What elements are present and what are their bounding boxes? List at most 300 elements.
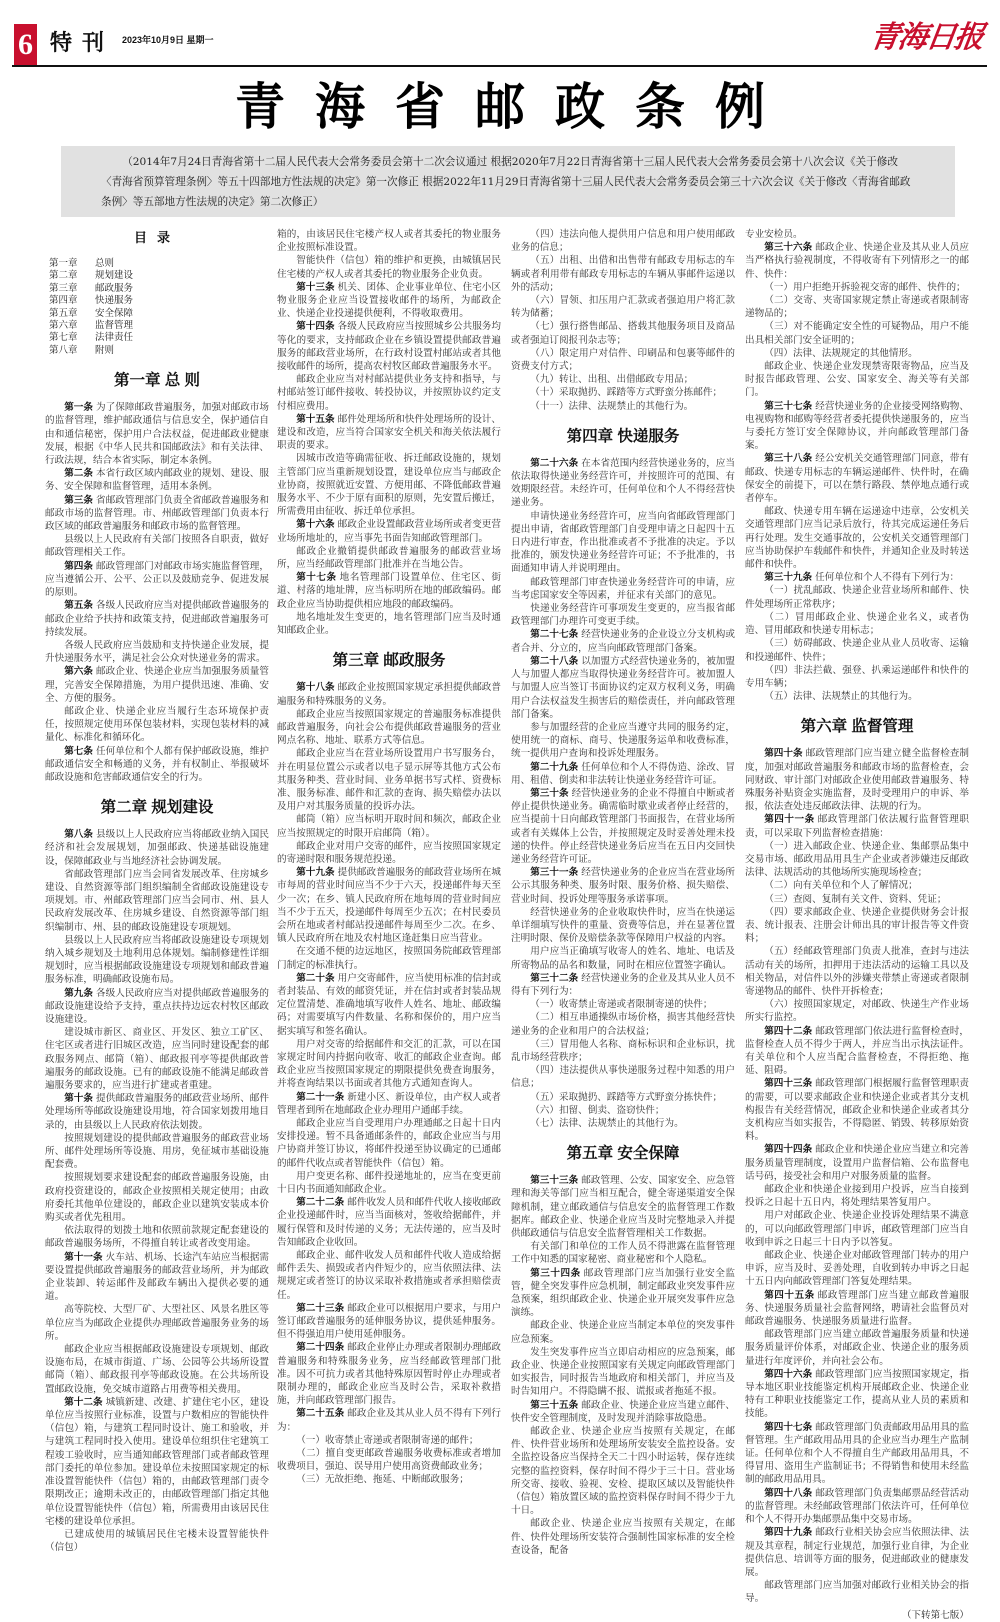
- paragraph: [511, 1038, 735, 1064]
- article-text: 提供邮政普遍服务的邮政营业场所在城市每周的营业时间应当不少于六天，投递邮件每天至少一次；在乡、镇人民政府所在地每周的营业时间应当不少于五天，投递邮件每周至少五次；在村民委员会所在地或者村邮站投递邮件每周至少二次。在乡、镇人民政府所在地及农村地区逢赶集日应当营业。: [277, 867, 502, 945]
- article-text: 邮政企业、快递企业对邮政管理部门转办的用户申诉，应当及时、妥善处理，自收到转办申诉之日起十五日内向邮政管理部门答复处理结果。: [745, 1250, 969, 1288]
- paragraph: [511, 1425, 735, 1517]
- article-number: 第九条: [64, 987, 94, 999]
- article-text: （二）擅自变更邮政普遍服务收费标准或者增加收费项目，强迫、误导用户使用高资费邮政业务；: [277, 1448, 501, 1473]
- chapter-heading: 第三章 邮政服务: [332, 652, 446, 670]
- paragraph: [745, 945, 969, 998]
- article-text: 经营快递业务的企业设立分支机构或者合并、分立的，应当向邮政管理部门备案。: [511, 629, 736, 654]
- article-text: 经营快递业务的企业及其从业人员不得有下列行为：: [511, 972, 736, 997]
- paragraph: [511, 1240, 735, 1266]
- article-text: 县级以上人民政府有关部门按照各自职责，做好邮政管理相关工作。: [45, 534, 269, 559]
- article-text: 邮政管理部门对邮政市场实施监督管理，应当遵循公开、公平、公正以及鼓励竞争、促进发展的原则。: [45, 560, 270, 599]
- paragraph: [511, 1517, 735, 1557]
- paragraph: [745, 281, 969, 294]
- toc-chapter-name: 法律责任: [95, 332, 134, 344]
- article-number: 第四条: [64, 560, 94, 572]
- article-text: 各级人民政府应当鼓励和支持快递企业发展，提升快递服务水平，满足社会公众对快递业务的需求。: [45, 639, 269, 665]
- article-text: （十）采取抛扔、踩踏等方式野蛮分拣邮件；: [530, 387, 723, 399]
- article-number: 第四十二条: [764, 1025, 813, 1037]
- article-number: 第二十二条: [296, 1197, 345, 1209]
- article-text: 依法取得的划拨土地和依照前款规定配套建设的邮政普遍服务场所，不得擅自转让或者改变用途。: [45, 1225, 269, 1250]
- article-text: （一）用户拒绝开拆验视交寄的邮件、快件的；: [764, 281, 966, 293]
- article-number: 第三十一条: [530, 867, 579, 879]
- article-text: 本省行政区域内邮政业的规划、建设、服务、安全保障和监督管理，适用本条例。: [45, 468, 270, 493]
- article: [277, 518, 501, 544]
- article-text: （十一）法律、法规禁止的其他行为。: [530, 400, 694, 412]
- article-text: 邮政企业按照国家规定承担提供邮政普遍服务和特殊服务的义务。: [277, 682, 502, 707]
- table-of-contents: [45, 230, 269, 357]
- article-text: 因城市改造等确需征收、拆迁邮政设施的，规划主管部门应当重新规划设置，建设单位应当与邮政企业协商，按照就近安置、方便用邮、不降低邮政普遍服务水平、不少于原有面积的原则，先安置后搬迁，所需费用由征收、拆迁单位承担。: [277, 453, 501, 518]
- article: [45, 1251, 269, 1304]
- article-text: 邮件处理场所和快件处理场所的设计、建设和改造，应当符合国家安全机关和海关依法履行职责的要求。: [277, 413, 502, 452]
- toc-item: [45, 258, 269, 270]
- article: [745, 452, 969, 505]
- article-text: 任何单位和个人不得伪造、涂改、冒用、租借、倒卖和非法转让快递业务经营许可证。: [511, 761, 736, 786]
- article: [277, 1302, 501, 1342]
- article-text: 邮政、快递专用车辆在运递途中违章，公安机关交通管理部门应当记录后放行，待其完成运递任务后再行处理。发生交通事故的，公安机关交通管理部门应当协助保护车载邮件和快件，并通知企业及时转送邮件和快件。: [745, 506, 969, 571]
- toc-item: [45, 308, 269, 320]
- paragraph: [511, 386, 735, 399]
- article-text: （七）法律、法规禁止的其他行为。: [530, 1118, 684, 1129]
- toc-list: [45, 258, 269, 357]
- article: [745, 1421, 969, 1487]
- toc-item: [45, 332, 269, 344]
- article-number: 第三十八条: [764, 453, 813, 465]
- paragraph: [511, 1104, 735, 1117]
- article-number: 第二十八条: [530, 655, 579, 667]
- article-text: 各级人民政府应当按照城乡公共服务均等化的要求，支持邮政企业在乡镇设置提供邮政普遍服务的邮政营业场所，在行政村设置村邮站或者其他接收邮件的场所，提高农村牧区邮政普遍服务水平。: [277, 321, 502, 373]
- article: [511, 655, 735, 721]
- article-text: 邮政管理部门应当按照国家规定，指导本地区职业技能鉴定机构开展邮政企业、快递企业特有工种职业技能鉴定工作，提高从业人员的素质和技能。: [745, 1368, 970, 1420]
- article: [745, 1368, 969, 1421]
- article-text: 为了保障邮政普遍服务，加强对邮政市场的监督管理，维护邮政通信与信息安全，保护通信自由和通信秘密，保护用户合法权益，促进邮政业健康发展，根据《中华人民共和国邮政法》和有关法律、行政法规，结合本省实际，制定本条例。: [45, 402, 270, 467]
- paragraph: [511, 1346, 735, 1399]
- toc-item: [45, 283, 269, 295]
- article-text: 邮政管理部门应当加强行业安全监管，健全突发事件应急机制，制定邮政业突发事件应急预案，组织邮政企业、快递企业开展突发事件应急演练。: [511, 1267, 736, 1319]
- article-text: 在交通不便的边远地区，按照国务院邮政管理部门制定的标准执行。: [277, 946, 501, 971]
- paragraph: [511, 400, 735, 413]
- paragraph: [745, 360, 969, 400]
- article-text: 箱的，由该居民住宅楼产权人或者其委托的物业服务企业按照标准设置。: [277, 229, 501, 254]
- paragraph: [511, 945, 735, 971]
- article-number: 第八条: [64, 829, 94, 841]
- article: [511, 628, 735, 654]
- article-text: 邮政企业应当对村邮站提供业务支持和指导，与村邮站签订邮件接收、转投协议，并按照协议约定支付相应费用。: [277, 374, 501, 412]
- paragraph: [511, 1091, 735, 1104]
- toc-chapter-number: 第四章: [49, 295, 78, 307]
- article: [277, 320, 501, 373]
- article-text: 邮政管理部门审查快递业务经营许可的申请，应当考虑国家安全等因素，并征求有关部门的意见。: [511, 576, 735, 601]
- article-number: 第四十九条: [764, 1527, 813, 1539]
- article-text: 经营快递业务的企业应当在营业场所公示其服务种类、服务时限、服务价格、损失赔偿、营业时间、投诉处理等服务承诺事项。: [511, 867, 736, 905]
- article-text: 邮政企业对用户交寄的邮件，应当按照国家规定的寄递时限和服务规范投递。: [277, 840, 501, 865]
- masthead: [0, 0, 1000, 68]
- article-text: 邮筒（箱）应当标明开取时间和频次，邮政企业应当按照规定的时限开启邮筒（箱）。: [277, 814, 501, 839]
- paragraph: [745, 320, 969, 346]
- article-text: （七）强行搭售邮品、搭载其他服务项目及商品或者强迫订阅报刊杂志等；: [511, 321, 735, 346]
- toc-chapter-number: 第六章: [49, 320, 78, 332]
- article-number: 第二十一条: [296, 1091, 345, 1103]
- toc-item: [45, 345, 269, 357]
- article-text: （五）经邮政管理部门负责人批准，查封与违法活动有关的场所，扣押用于违法活动的运输工具以及相关物品，对信件以外的涉嫌夹带禁止寄递或者限制寄递物品的邮件、快件开拆检查；: [745, 946, 969, 997]
- article: [277, 281, 501, 321]
- article-text: （一）收寄禁止寄递或者限制寄递的快件；: [530, 999, 713, 1011]
- paragraph: [45, 934, 269, 987]
- article: [277, 571, 501, 611]
- paragraph: [745, 584, 969, 610]
- article-text: 邮政企业、快递企业应当加强服务质量管理，完善安全保障措施，为用户提供迅速、准确、安全、方便的服务。: [45, 666, 270, 704]
- header-rule: [12, 65, 987, 67]
- article-number: 第一条: [64, 402, 94, 414]
- toc-chapter-number: 第八章: [49, 344, 78, 356]
- article-number: 第三十九条: [764, 572, 813, 584]
- article: [45, 987, 269, 1027]
- paragraph: [277, 747, 501, 813]
- article-text: 任何单位和个人不得有下列行为：: [815, 572, 960, 584]
- paragraph: [45, 639, 269, 665]
- paragraph: [45, 1343, 269, 1396]
- article-text: 用户变更名称、邮件投递地址的，应当在变更前十日内书面通知邮政企业。: [277, 1170, 501, 1196]
- article: [45, 599, 269, 639]
- paragraph: [277, 1473, 501, 1486]
- article-number: 第十四条: [296, 321, 335, 333]
- article-text: 邮政管理部门应当建立邮政普遍服务质量和快递服务质量评价体系，对邮政企业、快递企业的服务质量进行年度评价，并向社会公布。: [745, 1329, 969, 1367]
- article-text: 邮政管理部门负责集邮票品经营活动的监督管理。未经邮政管理部门依法许可，任何单位和个人不得开办集邮票品集中交易市场。: [745, 1487, 970, 1526]
- toc-chapter-number: 第二章: [49, 270, 78, 282]
- paragraph: [45, 1303, 269, 1343]
- article-text: （三）查阅、复制有关文件、资料、凭证；: [764, 893, 947, 905]
- article-text: （五）出租、出借和出售带有邮政专用标志的车辆或者利用带有邮政专用标志的车辆从事邮件运递以外的活动；: [511, 255, 735, 293]
- article-text: 邮政企业、快递企业及其从业人员应当严格执行验视制度，不得收寄有下列情形之一的邮件、快件：: [745, 242, 970, 280]
- toc-chapter-name: 监督管理: [95, 320, 134, 332]
- article-text: 邮政企业应当自受理用户办理通邮之日起十日内安排投递。暂不具备通邮条件的，邮政企业应当与用户协商并签订协议，将邮件投递至协议确定的已通邮的邮件代收点或者智能快件（信包）箱。: [277, 1118, 501, 1169]
- article-number: 第四十三条: [764, 1078, 813, 1090]
- article-text: （四）违法提供从事快递服务过程中知悉的用户信息；: [511, 1065, 735, 1090]
- article: [511, 457, 735, 510]
- toc-chapter-number: 第三章: [49, 282, 78, 294]
- article: [277, 1341, 501, 1407]
- paragraph: [45, 533, 269, 559]
- paragraph: [511, 1011, 735, 1037]
- toc-item: [45, 295, 269, 307]
- paragraph: [45, 1224, 269, 1250]
- article-text: 邮政管理部门应当加强对邮政行业相关协会的指导。: [745, 1580, 969, 1605]
- article-text: （五）采取抛扔、踩踏等方式野蛮分拣快件；: [530, 1091, 723, 1103]
- paragraph: [277, 1447, 501, 1473]
- article-text: 邮政企业、快递企业应当履行生态环境保护责任，按照规定使用环保包装材料，实现包装材料的减量化、标准化和循环化。: [45, 705, 269, 744]
- section-name: 特刊: [50, 30, 115, 55]
- paragraph: [277, 1434, 501, 1447]
- article-number: 第二十五条: [296, 1408, 345, 1420]
- article-number: 第三十条: [530, 787, 569, 799]
- paragraph: [745, 347, 969, 360]
- issue-date: 2023年10月9日 星期一: [122, 35, 214, 45]
- article-text: 邮政企业、快递企业发现禁寄限寄物品，应当及时报告邮政管理、公安、国家安全、海关等有关部门。: [745, 361, 969, 399]
- article-text: 邮政企业和快递企业接到用户投诉，应当自接到投诉之日起十五日内，将处理结果答复用户。: [745, 1184, 969, 1209]
- article: [277, 972, 501, 1038]
- article-text: 邮政企业应当按照国家规定的普遍服务标准提供邮政普遍服务，向社会公布提供邮政普遍服务的营业网点名称、地址、联系方式等信息。: [277, 708, 501, 747]
- paragraph: [277, 1038, 501, 1091]
- article-text: 发生突发事件应当立即启动相应的应急预案，邮政企业、快递企业按照国家有关规定向邮政管理部门如实报告，同时报告当地政府和相关部门，并应当及时告知用户。不得隐瞒不报、谎报或者拖延不报。: [511, 1346, 735, 1398]
- article-text: （四）非法拦截、强登、扒乘运递邮件和快件的专用车辆；: [745, 664, 969, 689]
- article: [511, 972, 735, 998]
- article-number: 第十六条: [296, 519, 335, 531]
- article-text: 省邮政管理部门负责全省邮政普遍服务和邮政市场的监督管理。市、州邮政管理部门负责本行政区域的邮政普遍服务和邮政市场的监督管理。: [45, 494, 270, 533]
- article-text: 地名管理部门设置单位、住宅区、街道、村落的地址牌，应当标明所在地的邮政编码。邮政企业应当协助提供相应地段的邮政编码。: [277, 572, 502, 610]
- article-number: 第二十三条: [296, 1302, 345, 1314]
- toc-chapter-number: 第五章: [49, 307, 78, 319]
- paragraph: [277, 452, 501, 518]
- article: [745, 400, 969, 453]
- article-text: 快递业务经营许可事项发生变更的，应当报省邮政管理部门办理许可变更手续。: [511, 603, 735, 628]
- article: [45, 665, 269, 705]
- article-number: 第六条: [64, 666, 94, 678]
- article: [45, 1092, 269, 1132]
- paragraph: [45, 1026, 269, 1092]
- article-number: 第五条: [64, 600, 94, 612]
- article: [45, 401, 269, 467]
- article-text: 县级以上人民政府应当将邮政设施建设专项规划纳入城乡规划及土地利用总体规划。编制修建性详细规划时，应当根据邮政设施建设专项规划和邮政普遍服务标准，明确邮政设施布局。: [45, 934, 269, 986]
- article-number: 第四十七条: [764, 1421, 813, 1433]
- article: [745, 1289, 969, 1329]
- article-text: 邮政企业和快递企业应当建立和完善服务质量管理制度，设置用户监督信箱、公布监督电话号码，接受社会和用户对服务质量的监督。: [745, 1144, 970, 1182]
- article: [277, 1091, 501, 1117]
- paragraph: [745, 505, 969, 571]
- article: [745, 1487, 969, 1527]
- paragraph: [511, 294, 735, 320]
- article-text: 专业安检员。: [745, 229, 803, 240]
- article: [45, 494, 269, 534]
- article-text: （六）按照国家规定，对邮政、快递生产作业场所实行监控。: [745, 999, 969, 1024]
- paragraph: [511, 906, 735, 946]
- paragraph: [511, 1319, 735, 1345]
- paragraph: [511, 721, 735, 761]
- paragraph: [277, 611, 501, 637]
- article-text: 省邮政管理部门应当会同省发展改革、住房城乡建设、自然资源等部门组织编制全省邮政设施建设专项规划。市、州邮政管理部门应当会同市、州、县人民政府发展改革、住房城乡建设、自然资源等部门组织编制市、州、县的邮政设施建设专项规划。: [45, 868, 269, 933]
- article-number: 第二十条: [296, 972, 335, 984]
- article: [745, 747, 969, 813]
- article: [45, 745, 269, 785]
- article-text: 建设城市新区、商业区、开发区、独立工矿区、住宅区或者进行旧城区改造，应当同时建设配套的邮政服务网点、邮筒（箱）、邮政报刊亭等提供邮政普遍服务的邮政设施。已有的邮政设施不能满足邮政普遍服务要求的，应当进行扩建或者重建。: [45, 1027, 269, 1091]
- paragraph: [745, 998, 969, 1024]
- paragraph: [277, 840, 501, 866]
- article-text: 邮政管理部门应当建立健全监督检查制度，加强对邮政普遍服务和邮政市场的监督检查，会同财政、审计部门对邮政企业使用邮政普遍服务、特殊服务补贴资金实施监督，及时受理用户的申诉、举报，依法查处违反邮政法律、法规的行为。: [745, 748, 970, 813]
- article-text: 邮政管理部门负责邮政用品用具的监督管理。生产邮政用品用具的企业应当办理生产监制证。任何单位和个人不得擅自生产邮政用品用具，不得冒用、盗用生产监制证书；不得销售和使用未经监制的邮政用品用具。: [745, 1421, 970, 1486]
- article-text: 有关部门和单位的工作人员不得泄露在监督管理工作中知悉的国家秘密、商业秘密和个人隐私。: [511, 1241, 735, 1266]
- page-number: 6: [14, 24, 37, 66]
- article-text: 火车站、机场、长途汽车站应当根据需要设置提供邮政普遍服务的邮政营业场所，并为邮政企业装卸、转运邮件及邮政车辆出入提供必要的通道。: [45, 1251, 270, 1303]
- paragraph: [511, 602, 735, 628]
- paragraph: [277, 373, 501, 413]
- paragraph: [45, 868, 269, 934]
- article-number: 第三十七条: [764, 400, 813, 412]
- article: [277, 413, 501, 453]
- article-text: 邮政企业、邮件收发人员和邮件代收人造成给据邮件丢失、损毁或者内件短少的，应当依照法律、法规规定或者签订的协议采取补救措施或者承担赔偿责任。: [277, 1250, 501, 1301]
- article: [277, 681, 501, 707]
- paragraph: [45, 1171, 269, 1224]
- article-text: 新建小区、新设单位，由产权人或者管理者到所在地邮政企业办理用户通邮手续。: [277, 1091, 502, 1116]
- article: [745, 1143, 969, 1183]
- article-number: 第二十四条: [296, 1342, 345, 1354]
- chapter-heading: 第一章 总 则: [113, 372, 201, 390]
- article: [277, 1196, 501, 1249]
- article-text: 任何单位和个人都有保护邮政设施，维护邮政通信安全和畅通的义务，并有权制止、举报破坏邮政设施和危害邮政通信安全的行为。: [45, 745, 270, 783]
- paragraph: [511, 254, 735, 294]
- chapter-heading: 第五章 安全保障: [566, 1145, 680, 1163]
- article-text: （八）限定用户对信件、印刷品和包裹等邮件的资费支付方式；: [511, 347, 735, 373]
- article-text: 邮政企业、快递企业应当建立邮件、快件安全管理制度，及时发现并消除事故隐患。: [511, 1399, 736, 1424]
- article-text: 邮政企业可以根据用户要求，与用户签订邮政普遍服务的延伸服务协议，提供延伸服务。但不得强迫用户使用延伸服务。: [277, 1302, 502, 1341]
- paragraph: [745, 228, 969, 241]
- article-number: 第三十五条: [530, 1399, 579, 1411]
- paragraph: [511, 1064, 735, 1090]
- article: [45, 828, 269, 868]
- column-1: [45, 228, 269, 1554]
- article-text: （二）交寄、夹寄国家规定禁止寄递或者限制寄递物品的；: [745, 295, 969, 320]
- article-text: 邮政企业应当根据邮政设施建设专项规划、邮政设施布局，在城市街道、广场、公园等公共场所设置邮筒（箱）、邮政报刊亭等邮政设施。在公共场所设置邮政设施，免交城市道路占用费等相关费用。: [45, 1344, 269, 1395]
- column-3: [511, 228, 735, 1557]
- article-text: 邮件收发人员和邮件代收人接收邮政企业投递邮件时，应当当面核对，签收给据邮件，并履行保管和及时传递的义务；无法传递的，应当及时告知邮政企业收回。: [277, 1197, 502, 1248]
- article-text: （四）要求邮政企业、快递企业提供财务会计报表、统计报表、注册会计师出具的审计报告等文件资料；: [745, 906, 969, 945]
- article-number: 第三十二条: [530, 972, 579, 984]
- paragraph: [745, 906, 969, 946]
- article: [511, 1174, 735, 1240]
- article-text: （二）冒用邮政企业、快递企业名义，或者伪造、冒用邮政和快递专用标志；: [745, 611, 969, 637]
- article-text: 邮政管理部门依法履行监督管理职责，可以采取下列监督检查措施：: [745, 814, 970, 839]
- paragraph: [277, 1249, 501, 1302]
- article: [745, 241, 969, 281]
- paragraph: [745, 637, 969, 663]
- paragraph: [745, 294, 969, 320]
- paragraph: [745, 690, 969, 703]
- toc-chapter-name: 邮政服务: [95, 282, 134, 294]
- article-text: 邮政管理、公安、国家安全、应急管理和海关等部门应当相互配合，健全寄递渠道安全保障机制，建立邮政通信与信息安全的监督管理工作数据库。邮政企业、快递企业应当及时完整地录入并提供邮政通信与信息安全监督管理相关工作数据。: [511, 1175, 736, 1240]
- article-text: （六）冒领、扣压用户汇款或者强迫用户将汇款转为储蓄；: [511, 295, 735, 320]
- article: [277, 1407, 501, 1433]
- article-text: （三）妨碍邮政、快递企业从业人员收寄、运输和投递邮件、快件；: [745, 638, 969, 663]
- article-text: 邮政企业、快递企业应当按照有关规定，在邮件、快件营业场所和处理场所安装安全监控设备。安全监控设备应当保持全天二十四小时运转，保存连续完整的监控资料，保存时间不得少于三十日。营业场所交寄、接收、验视、安检、提取区域以及智能快件（信包）箱放置区域的监控资料保存时间不得少于九十日。: [511, 1426, 735, 1517]
- article-text: （二）向有关单位和个人了解情况；: [764, 880, 918, 892]
- article-text: （四）法律、法规规定的其他情形。: [764, 347, 918, 359]
- continued-note: （下转第七版）: [901, 1609, 969, 1621]
- paragraph: [511, 998, 735, 1011]
- preamble-box: （2014年7月24日青海省第十二届人民代表大会常务委员会第十二次会议通过 根据2020年7月22日青海省第十三届人民代表大会常务委员会第十八次会议《关于修改〈青海省预算管理条例〉等五十四部地方性法规的决定》第一次修正 根据2022年11月29日青海省第十三届人民代表大会常务委员会第三十六次会议《关于修改〈青海省邮政条例〉等五部地方性法规的决定》第二次修正）: [61, 146, 955, 217]
- article-text: 经营快递业务的企业接受网络购物、电视购物和邮购等经营者委托提供快递服务的，应当与委托方签订安全保障协议，并向邮政管理部门备案。: [745, 400, 970, 452]
- article-text: 邮政企业、快递企业应当制定本单位的突发事件应急预案。: [511, 1320, 735, 1345]
- article-text: 用户交寄邮件，应当使用标准的信封或者封装品、有效的邮资凭证，并在信封或者封装品规定位置清楚、准确地填写收件人姓名、地址、邮政编码；对需要填写内件数量、名称和保价的，用户应当据实填写和签名确认。: [277, 972, 502, 1037]
- article-number: 第三十六条: [764, 242, 813, 254]
- article-text: （三）对不能确定安全性的可疑物品，用户不能出具相关部门安全证明的；: [745, 321, 969, 346]
- article-text: 经公安机关交通管理部门同意，带有邮政、快递专用标志的车辆运递邮件、快件时，在确保安全的前提下，可以在禁行路段、禁停地点通行或者停车。: [745, 453, 970, 505]
- paragraph: [277, 1170, 501, 1196]
- article-text: 经营快递业务的企业收取快件时，应当在快递运单详细填写快件的重量、资费等信息，并在显著位置注明时限、保价及赔偿条款等保障用户权益的内容。: [511, 906, 735, 945]
- article-text: 以加盟方式经营快递业务的，被加盟人与加盟人都应当取得快递业务经营许可。被加盟人与加盟人应当签订书面协议约定双方权利义务，明确用户合法权益发生损害后的赔偿责任，并向邮政管理部门备案。: [511, 655, 736, 720]
- article-text: 地名地址发生变更的，地名管理部门应当及时通知邮政企业。: [277, 611, 501, 637]
- paragraph: [745, 879, 969, 892]
- article-text: 申请快递业务经营许可，应当向省邮政管理部门提出申请，省邮政管理部门自受理申请之日起四十五日内进行审查，作出批准或者不予批准的决定。予以批准的，颁发快递业务经营许可证；不予批准的，书面通知申请人并说明理由。: [511, 510, 735, 575]
- article-text: 按照规划建设的提供邮政普遍服务的邮政营业场所、邮件处理场所等设施、用房，免征城市基础设施配套费。: [45, 1132, 269, 1171]
- paragraph: [277, 254, 501, 280]
- paragraph: [511, 320, 735, 346]
- toc-item: [45, 320, 269, 332]
- article-text: 已建成使用的城镇居民住宅楼未设置智能快件（信包）: [45, 1528, 269, 1554]
- article-text: 邮政企业应当在营业场所设置用户书写服务台，并在明显位置公示或者以电子显示屏等其他方式公布其服务种类、营业时间、业务单据书写式样、资费标准、服务标准、邮件和汇款的查询、损失赔偿办法以及用户对其服务质量的投诉办法。: [277, 748, 501, 813]
- article-text: 机关、团体、企业事业单位、住宅小区物业服务企业应当设置接收邮件的场所，为邮政企业、快递企业投递提供便利，不得收取费用。: [277, 281, 502, 320]
- toc-chapter-number: 第一章: [49, 258, 78, 269]
- chapter-heading: 第二章 规划建设: [100, 799, 214, 817]
- toc-chapter-name: 附则: [95, 344, 115, 356]
- article-number: 第十八条: [296, 682, 335, 694]
- article-text: 提供邮政普遍服务的邮政营业场所、邮件处理场所等邮政设施建设用地，符合国家划拨用地目录的，由县级以上人民政府依法划拨。: [45, 1093, 270, 1131]
- article: [745, 1077, 969, 1143]
- toc-title: 目录: [133, 230, 180, 245]
- article-text: （一）进入邮政企业、快递企业、集邮票品集中交易市场、邮政用品用具生产企业或者涉嫌违反邮政法律、法规活动的其他场所实施现场检查；: [745, 840, 969, 879]
- article-text: 城镇新建、改建、扩建住宅小区，建设单位应当按照行业标准，设置与户数相应的智能快件（信包）箱，与建筑工程同时设计、施工和验收，并与建筑工程同时投入使用。建设单位组织住宅建筑工程竣工验收时，应当通知邮政管理部门或者邮政管理部门委托的单位参加。建设单位未按照国家规定的标准设置智能快件（信包）箱的，由邮政管理部门责令限期改正；逾期未改正的，由邮政管理部门指定其他单位设置智能快件（信包）箱，所需费用由该居民住宅楼的建设单位承担。: [45, 1396, 270, 1527]
- paragraph: [745, 611, 969, 637]
- paragraph: [745, 893, 969, 906]
- article-text: （三）冒用他人名称、商标标识和企业标识，扰乱市场经营秩序；: [511, 1038, 735, 1063]
- article: [45, 1396, 269, 1528]
- article-number: 第十条: [64, 1093, 94, 1105]
- article-text: 各级人民政府应当对提供邮政普遍服务的邮政设施建设给予支持，重点扶持边远农村牧区邮政设施建设。: [45, 987, 270, 1025]
- article-number: 第二十六条: [530, 457, 579, 469]
- newspaper-logo: 青海日报: [867, 20, 985, 55]
- article-text: 邮政企业设置邮政营业场所或者变更营业场所地址的，应当事先书面告知邮政管理部门。: [277, 519, 502, 544]
- article-number: 第三十四条: [530, 1267, 581, 1279]
- paragraph: [277, 1117, 501, 1170]
- paragraph: [277, 545, 501, 571]
- paragraph: [511, 347, 735, 373]
- article-text: 用户对交寄的给据邮件和交汇的汇款，可以在国家规定时间内持据向收寄、收汇的邮政企业查询。邮政企业应当按照国家规定的期限提供免费查询服务，并将查询结果以书面或者其他方式通知查询人。: [277, 1038, 501, 1090]
- article-text: （一）扰乱邮政、快递企业营业场所和邮件、快件处理场所正常秩序；: [745, 585, 969, 610]
- article-text: （六）扣留、倒卖、盗窃快件；: [530, 1104, 665, 1116]
- article-number: 第十七条: [296, 572, 337, 584]
- toc-chapter-name: 总则: [95, 258, 115, 269]
- article-text: 邮政管理部门依法进行监督检查时，监督检查人员不得少于两人，并应当出示执法证件。有关单位和个人应当配合监督检查，不得拒绝、拖延、阻碍。: [745, 1025, 970, 1077]
- toc-chapter-name: 规划建设: [95, 270, 134, 282]
- article-text: 邮政企业撤销提供邮政普遍服务的邮政营业场所，应当经邮政管理部门批准并在当地公告。: [277, 545, 501, 571]
- article: [511, 787, 735, 866]
- article: [45, 560, 269, 600]
- article-text: （九）转让、出租、出借邮政专用品；: [530, 374, 694, 386]
- paragraph: [745, 840, 969, 880]
- article-number: 第十三条: [296, 281, 335, 293]
- paragraph: [45, 1528, 269, 1554]
- article-text: 智能快件（信包）箱的维护和更换，由城镇居民住宅楼的产权人或者其委托的物业服务企业负责。: [277, 255, 501, 280]
- paragraph: [745, 1183, 969, 1209]
- article-text: 县级以上人民政府应当将邮政业纳入国民经济和社会发展规划，加强邮政、快递基础设施建设，保障邮政业与当地经济社会协调发展。: [45, 829, 270, 867]
- article-text: 经营快递业务的企业不得擅自中断或者停止提供快递业务。确需临时歇业或者停止经营的，应当提前十日向邮政管理部门书面报告，在营业场所或者有关媒体上公告，并按照规定及时妥善处理未投递的快件。停止经营快递业务后应当在五日内交回快递业务经营许可证。: [511, 787, 736, 865]
- article-number: 第四十六条: [764, 1368, 813, 1380]
- article-number: 第七条: [64, 745, 94, 757]
- paragraph: [277, 945, 501, 971]
- article-text: （二）相互串通操纵市场价格，损害其他经营快递业务的企业和用户的合法权益；: [511, 1012, 735, 1037]
- article: [511, 761, 735, 787]
- paragraph: [511, 576, 735, 602]
- page-title: 青海省邮政条例: [235, 77, 795, 136]
- article-text: 邮政企业、快递企业应当按照有关规定，在邮件、快件处理场所安装符合强制性国家标准的安全检查设备，配备: [511, 1518, 735, 1556]
- article-text: 用户对邮政企业、快递企业投诉处理结果不满意的，可以向邮政管理部门申诉，邮政管理部门应当自收到申诉之日起三十日内予以答复。: [745, 1210, 969, 1248]
- paragraph: [745, 1209, 969, 1249]
- chapter-heading: 第六章 监督管理: [800, 718, 914, 736]
- paragraph: [277, 813, 501, 839]
- article-text: （五）法律、法规禁止的其他行为。: [764, 691, 918, 703]
- article-number: 第四十四条: [764, 1144, 813, 1156]
- article-number: 第三十三条: [530, 1175, 579, 1187]
- article-text: 高等院校、大型厂矿、大型社区、风景名胜区等单位应当为邮政企业提供办理邮政普遍服务业务的场所。: [45, 1304, 269, 1342]
- article-number: 第四十一条: [764, 814, 815, 826]
- paragraph: [745, 1579, 969, 1605]
